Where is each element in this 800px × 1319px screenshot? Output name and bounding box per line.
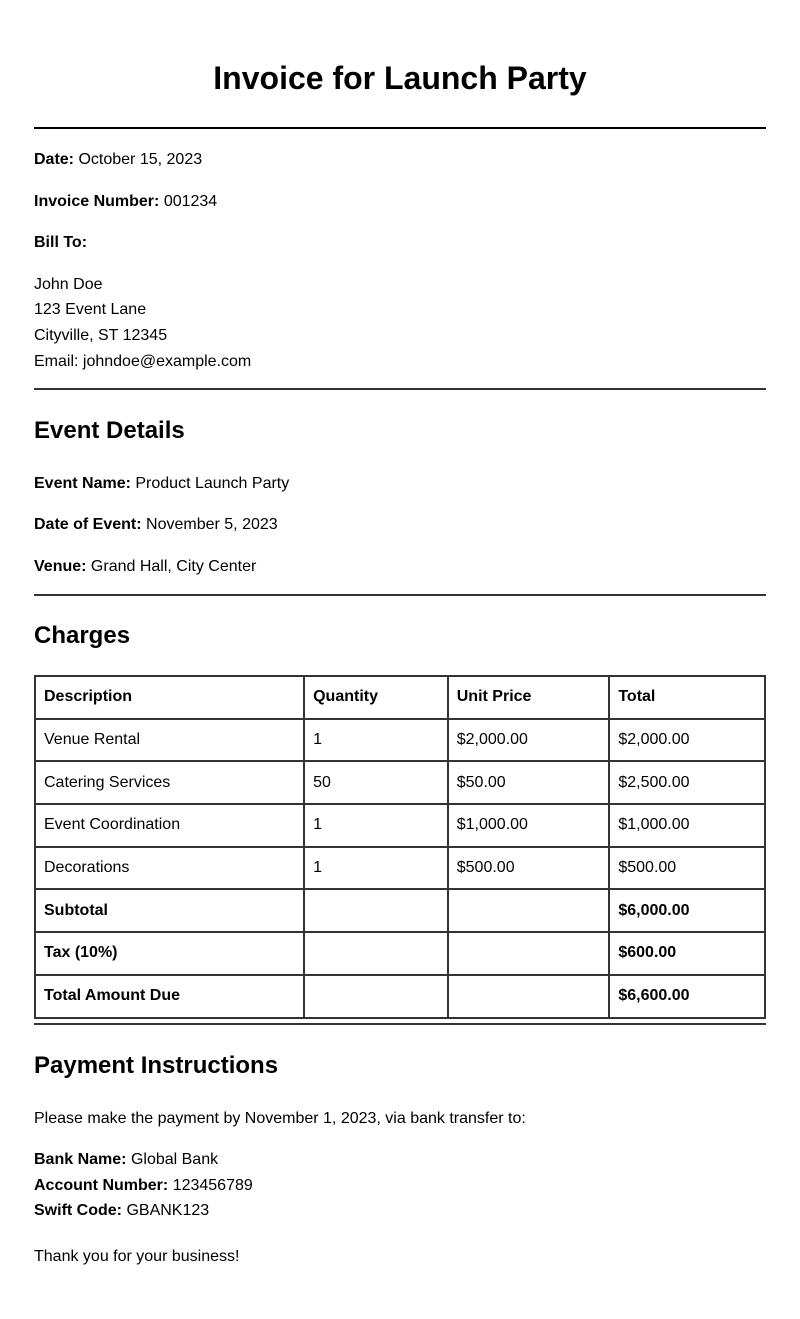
table-row — [35, 847, 765, 890]
table-cell: $1,000.00 — [609, 804, 765, 847]
table-row — [35, 719, 765, 762]
table-cell: $600.00 — [609, 932, 765, 975]
table-cell: $2,000.00 — [609, 719, 765, 762]
invoice-number — [34, 192, 217, 212]
column-header: Description — [35, 676, 304, 719]
account-number-label: Account Number: — [34, 1177, 169, 1194]
total-due-row — [35, 975, 765, 1018]
table-cell — [448, 889, 610, 932]
account-number-value: 123456789 — [172, 1177, 253, 1194]
table-cell: 1 — [304, 719, 448, 762]
table-cell: $500.00 — [448, 847, 610, 890]
column-header: Quantity — [304, 676, 448, 719]
event-name — [34, 474, 289, 494]
venue-value: Grand Hall, City Center — [90, 558, 257, 575]
table-row — [35, 804, 765, 847]
table-cell: $500.00 — [609, 847, 765, 890]
table-row — [35, 761, 765, 804]
table-cell — [448, 932, 610, 975]
table-cell: $6,000.00 — [609, 889, 765, 932]
invoice-title: Invoice for Launch Party — [213, 60, 587, 96]
column-header: Total — [609, 676, 765, 719]
invoice-date — [34, 150, 202, 170]
thank-you-note: Thank you for your business! — [34, 1248, 240, 1265]
table-cell — [448, 975, 610, 1018]
bill-to-name: John Doe — [34, 276, 103, 293]
divider — [34, 127, 766, 129]
bank-name-label: Bank Name: — [34, 1151, 127, 1168]
table-cell: Decorations — [35, 847, 304, 890]
swift-code — [34, 1201, 209, 1221]
charges-heading: Charges — [34, 622, 131, 649]
table-cell: Venue Rental — [35, 719, 304, 762]
table-cell: Tax (10%) — [35, 932, 304, 975]
swift-code-value: GBANK123 — [126, 1202, 210, 1219]
table-header-row — [35, 676, 765, 719]
tax-row — [35, 932, 765, 975]
table-cell — [304, 932, 448, 975]
table-cell: Subtotal — [35, 889, 304, 932]
payment-instructions-heading: Payment Instructions — [34, 1052, 279, 1079]
table-cell: 1 — [304, 804, 448, 847]
table-cell: Catering Services — [35, 761, 304, 804]
table-cell: 50 — [304, 761, 448, 804]
table-cell: Event Coordination — [35, 804, 304, 847]
event-venue — [34, 557, 256, 577]
invoice-number-value: 001234 — [163, 193, 218, 210]
event-date — [34, 515, 278, 535]
table-cell: $50.00 — [448, 761, 610, 804]
divider — [34, 594, 766, 596]
subtotal-row — [35, 889, 765, 932]
event-date-value: November 5, 2023 — [146, 516, 278, 533]
swift-code-label: Swift Code: — [34, 1202, 122, 1219]
table-cell: $6,600.00 — [609, 975, 765, 1018]
bill-to-label — [34, 233, 87, 253]
divider — [34, 388, 766, 390]
invoice-number-label: Invoice Number: — [34, 193, 160, 210]
table-cell: $2,000.00 — [448, 719, 610, 762]
table-cell: Total Amount Due — [35, 975, 304, 1018]
venue-label: Venue: — [34, 558, 87, 575]
table-cell: 1 — [304, 847, 448, 890]
table-cell — [304, 975, 448, 1018]
column-header: Unit Price — [448, 676, 610, 719]
bank-name-value: Global Bank — [130, 1151, 219, 1168]
bill-to-city: Cityville, ST 12345 — [34, 327, 168, 344]
table-cell — [304, 889, 448, 932]
bill-to-heading: Bill To: — [34, 234, 88, 251]
table-cell: $2,500.00 — [609, 761, 765, 804]
bill-to-street: 123 Event Lane — [34, 301, 147, 318]
payment-instruction-text: Please make the payment by November 1, 2023, via bank transfer to: — [34, 1110, 526, 1127]
table-cell: $1,000.00 — [448, 804, 610, 847]
event-date-label: Date of Event: — [34, 516, 142, 533]
charges-table — [34, 675, 766, 1019]
date-label: Date: — [34, 151, 75, 168]
divider — [34, 1023, 766, 1025]
bank-name — [34, 1150, 218, 1170]
account-number — [34, 1176, 253, 1196]
event-details-heading: Event Details — [34, 417, 185, 444]
event-name-value: Product Launch Party — [135, 475, 290, 492]
date-value: October 15, 2023 — [78, 151, 203, 168]
event-name-label: Event Name: — [34, 475, 131, 492]
bill-to-email: Email: johndoe@example.com — [34, 353, 252, 370]
